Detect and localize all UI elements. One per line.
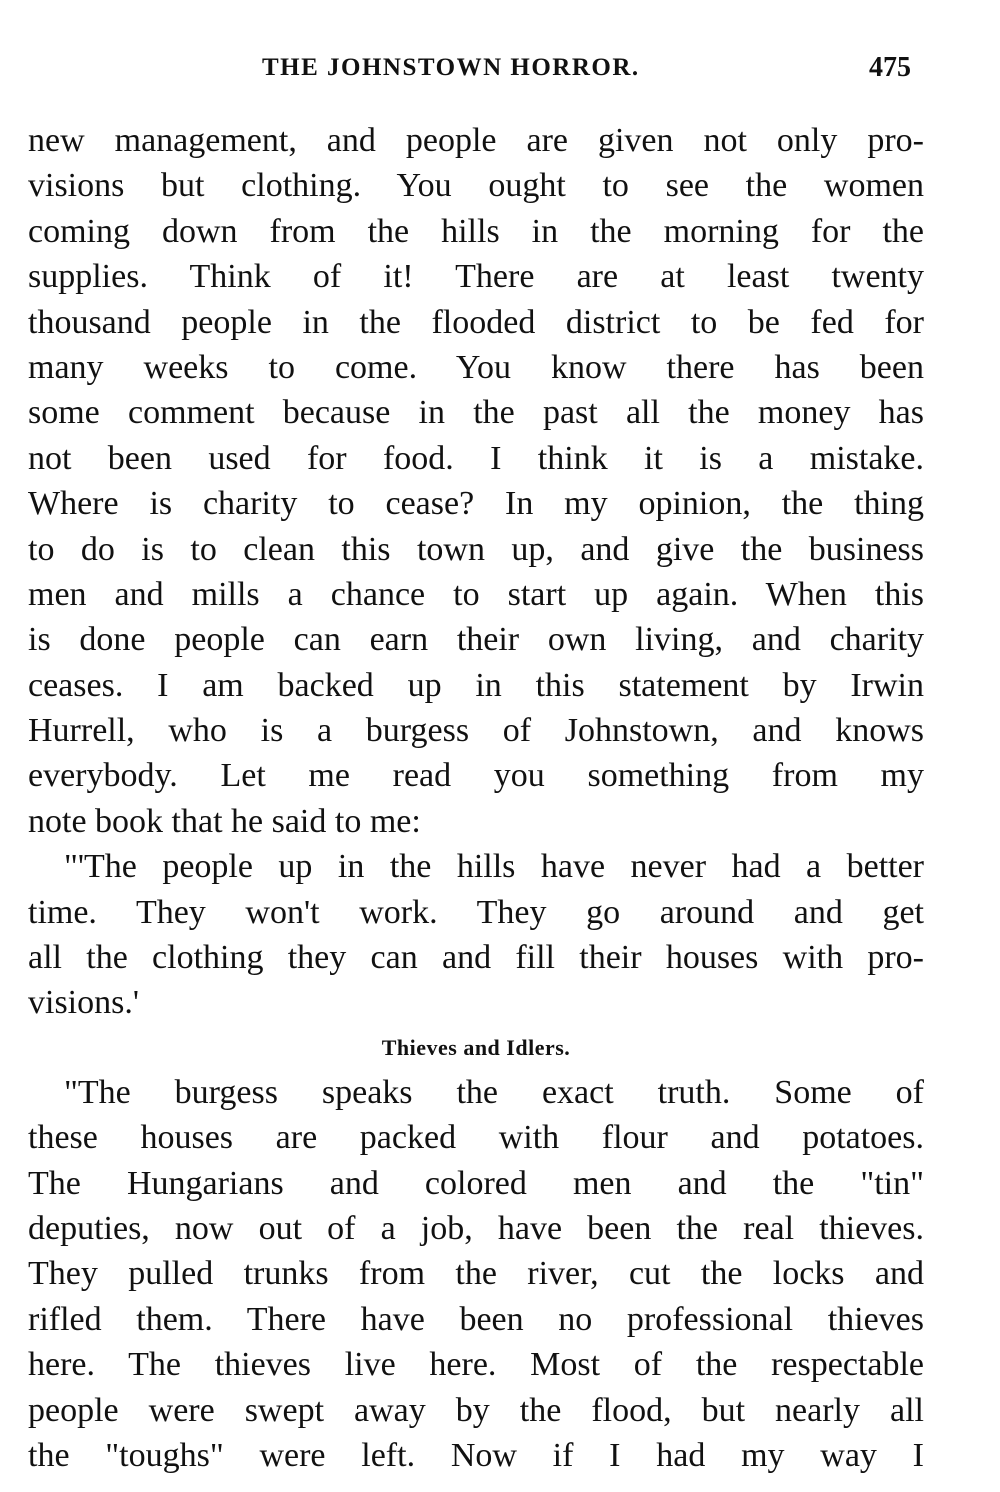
page-number: 475 xyxy=(869,52,911,83)
text-line: some comment because in the past all the money has xyxy=(28,394,924,432)
text-line: not been used for food. I think it is a mistake. xyxy=(28,439,924,477)
text-line: rifled them. There have been no professional thieves xyxy=(28,1300,924,1338)
text-line: They pulled trunks from the river, cut the locks and xyxy=(28,1255,924,1293)
text-line: many weeks to come. You know there has been xyxy=(28,348,924,386)
text-line: all the clothing they can and fill their houses with pro- xyxy=(28,939,924,977)
text-line: is done people can earn their own living, and charity xyxy=(28,621,924,659)
section-subheading: Thieves and Idlers. xyxy=(381,1034,571,1060)
text-line: men and mills a chance to start up again. When this xyxy=(28,575,924,613)
text-line: time. They won't work. They go around and get xyxy=(28,893,924,931)
text-line: visions but clothing. You ought to see the women xyxy=(28,167,924,205)
text-line: Hurrell, who is a burgess of Johnstown, and knows xyxy=(28,712,924,750)
text-line: these houses are packed with flour and potatoes. xyxy=(28,1119,924,1157)
body-text xyxy=(28,118,924,1478)
text-line: coming down from the hills in the morning for the xyxy=(28,212,924,250)
running-title: THE JOHNSTOWN HORROR. xyxy=(262,54,640,81)
text-line: ceases. I am backed up in this statement by Irwin xyxy=(28,666,924,704)
text-line: visions.' xyxy=(28,984,139,1022)
text-line: The Hungarians and colored men and the "tin" xyxy=(28,1164,924,1202)
text-line: deputies, now out of a job, have been the real thieves. xyxy=(28,1209,924,1247)
text-line: supplies. Think of it! There are at least twenty xyxy=(28,258,924,296)
running-head xyxy=(0,50,1000,90)
text-line: here. The thieves live here. Most of the respectable xyxy=(28,1346,924,1384)
text-line: "'The people up in the hills have never had a better xyxy=(64,848,924,886)
text-line: everybody. Let me read you something from my xyxy=(28,757,924,795)
text-line: note book that he said to me: xyxy=(28,802,421,840)
text-line: people were swept away by the flood, but nearly all xyxy=(28,1391,924,1429)
text-line: Where is charity to cease? In my opinion, the thing xyxy=(28,485,924,523)
text-line: new management, and people are given not only pro- xyxy=(28,122,924,159)
text-line: thousand people in the flooded district to be fed for xyxy=(28,303,924,341)
text-line: to do is to clean this town up, and give the business xyxy=(28,530,924,568)
text-line: "The burgess speaks the exact truth. Some of xyxy=(64,1073,924,1111)
text-line: the "toughs" were left. Now if I had my way I xyxy=(28,1436,924,1474)
